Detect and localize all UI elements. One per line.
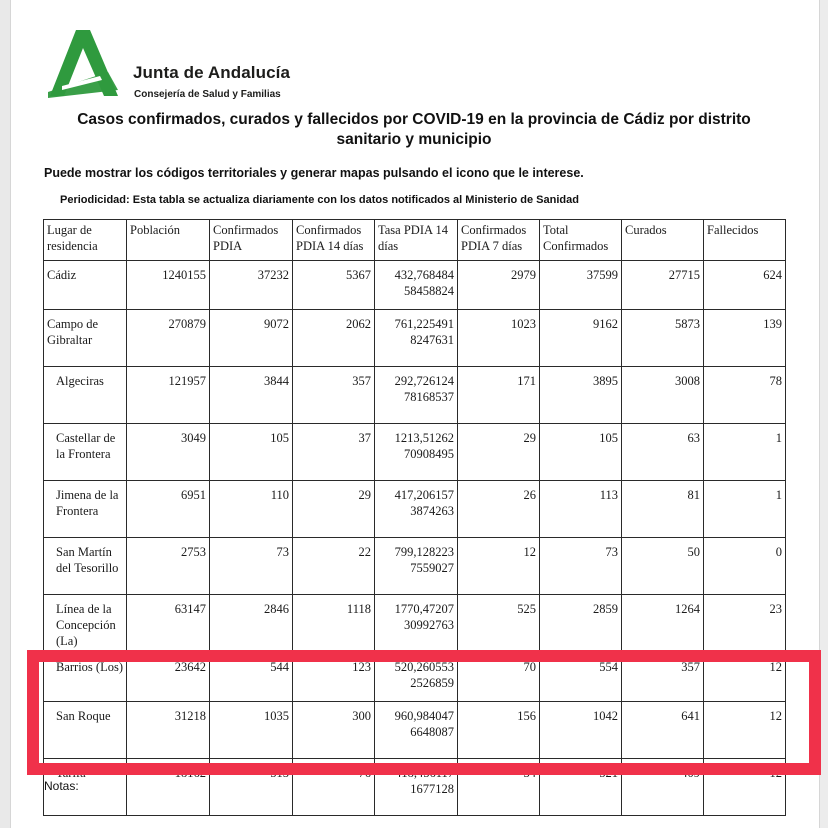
total-confirmed-cell: 113 <box>540 481 622 538</box>
page-title: Casos confirmados, curados y fallecidos por COVID-19 en la provincia de Cádiz por distrito sanitario y municipio <box>77 111 751 148</box>
confirmed-cell: 3844 <box>210 367 293 424</box>
deceased-cell: 139 <box>704 310 786 367</box>
recovered-cell: 357 <box>622 653 704 702</box>
total-confirmed-cell: 73 <box>540 538 622 595</box>
residence-cell: Campo de Gibraltar <box>44 310 127 367</box>
column-header: Fallecidos <box>704 220 786 261</box>
deceased-cell: 12 <box>704 702 786 759</box>
right-frame-edge <box>819 0 828 828</box>
residence-cell: Castellar de la Frontera <box>44 424 127 481</box>
recovered-cell: 3008 <box>622 367 704 424</box>
confirmed-cell: 2846 <box>210 595 293 653</box>
confirmed-cell: 37232 <box>210 261 293 310</box>
population-cell: 270879 <box>127 310 210 367</box>
table-row <box>44 653 786 702</box>
rate-14d-cell: 1770,47207 30992763 <box>375 595 458 653</box>
rate-14d-cell: 417,206157 3874263 <box>375 481 458 538</box>
column-header: Confirmados PDIA <box>210 220 293 261</box>
deceased-cell: 12 <box>704 653 786 702</box>
table-row <box>44 261 786 310</box>
confirmed-7d-cell: 70 <box>458 653 540 702</box>
column-header: Confirmados PDIA 14 días <box>293 220 375 261</box>
population-cell: 23642 <box>127 653 210 702</box>
confirmed-7d-cell: 12 <box>458 538 540 595</box>
recovered-cell: 27715 <box>622 261 704 310</box>
confirmed-cell: 110 <box>210 481 293 538</box>
population-cell: 121957 <box>127 367 210 424</box>
confirmed-cell: 544 <box>210 653 293 702</box>
table-row <box>44 595 786 653</box>
column-header: Lugar de residencia <box>44 220 127 261</box>
rate-14d-cell: 960,984047 6648087 <box>375 702 458 759</box>
confirmed-14d-cell: 300 <box>293 702 375 759</box>
confirmed-14d-cell: 29 <box>293 481 375 538</box>
recovered-cell: 1264 <box>622 595 704 653</box>
total-confirmed-cell: 9162 <box>540 310 622 367</box>
recovered-cell: 63 <box>622 424 704 481</box>
confirmed-7d-cell: 156 <box>458 702 540 759</box>
deceased-cell: 624 <box>704 261 786 310</box>
org-subtitle: Consejería de Salud y Familias <box>134 89 281 100</box>
rate-14d-cell: 761,225491 8247631 <box>375 310 458 367</box>
deceased-cell: 23 <box>704 595 786 653</box>
rate-14d-cell: 432,768484 58458824 <box>375 261 458 310</box>
confirmed-cell: 9072 <box>210 310 293 367</box>
junta-andalucia-logo-icon <box>44 28 124 100</box>
confirmed-cell: 515 <box>210 759 293 816</box>
table-row <box>44 481 786 538</box>
total-confirmed-cell: 1042 <box>540 702 622 759</box>
recovered-cell: 641 <box>622 702 704 759</box>
population-cell: 18162 <box>127 759 210 816</box>
column-header: Confirmados PDIA 7 días <box>458 220 540 261</box>
total-confirmed-cell: 37599 <box>540 261 622 310</box>
residence-cell: San Martín del Tesorillo <box>44 538 127 595</box>
residence-cell: Barrios (Los) <box>44 653 127 702</box>
confirmed-cell: 1035 <box>210 702 293 759</box>
rate-14d-cell: 1213,51262 70908495 <box>375 424 458 481</box>
deceased-cell: 1 <box>704 424 786 481</box>
residence-cell: Cádiz <box>44 261 127 310</box>
population-cell: 31218 <box>127 702 210 759</box>
population-cell: 1240155 <box>127 261 210 310</box>
confirmed-7d-cell: 34 <box>458 759 540 816</box>
table-row <box>44 538 786 595</box>
table-header-row <box>44 220 786 261</box>
recovered-cell: 81 <box>622 481 704 538</box>
periodicity-text: Periodicidad: Esta tabla se actualiza diariamente con los datos notificados al Ministerio de Sanidad <box>60 194 579 206</box>
rate-14d-cell: 799,128223 7559027 <box>375 538 458 595</box>
confirmed-7d-cell: 26 <box>458 481 540 538</box>
rate-14d-cell: 292,726124 78168537 <box>375 367 458 424</box>
total-confirmed-cell: 2859 <box>540 595 622 653</box>
table-row <box>44 702 786 759</box>
column-header: Total Confirmados <box>540 220 622 261</box>
confirmed-14d-cell: 37 <box>293 424 375 481</box>
recovered-cell: 50 <box>622 538 704 595</box>
cases-table <box>43 219 786 816</box>
residence-cell: San Roque <box>44 702 127 759</box>
population-cell: 2753 <box>127 538 210 595</box>
recovered-cell: 409 <box>622 759 704 816</box>
total-confirmed-cell: 554 <box>540 653 622 702</box>
recovered-cell: 5873 <box>622 310 704 367</box>
notes-label: Notas: <box>44 779 79 793</box>
rate-14d-cell: 520,260553 2526859 <box>375 653 458 702</box>
column-header: Tasa PDIA 14 días <box>375 220 458 261</box>
table-row <box>44 424 786 481</box>
residence-cell: Algeciras <box>44 367 127 424</box>
table-row <box>44 759 786 816</box>
confirmed-14d-cell: 76 <box>293 759 375 816</box>
confirmed-7d-cell: 1023 <box>458 310 540 367</box>
population-cell: 63147 <box>127 595 210 653</box>
confirmed-cell: 105 <box>210 424 293 481</box>
confirmed-7d-cell: 29 <box>458 424 540 481</box>
confirmed-14d-cell: 2062 <box>293 310 375 367</box>
column-header: Población <box>127 220 210 261</box>
confirmed-14d-cell: 123 <box>293 653 375 702</box>
residence-cell: Tarifa <box>44 759 127 816</box>
confirmed-14d-cell: 357 <box>293 367 375 424</box>
deceased-cell: 1 <box>704 481 786 538</box>
table-row <box>44 367 786 424</box>
table-row <box>44 310 786 367</box>
left-frame-edge <box>0 0 11 828</box>
confirmed-7d-cell: 2979 <box>458 261 540 310</box>
total-confirmed-cell: 3895 <box>540 367 622 424</box>
total-confirmed-cell: 105 <box>540 424 622 481</box>
deceased-cell: 78 <box>704 367 786 424</box>
confirmed-7d-cell: 525 <box>458 595 540 653</box>
residence-cell: Línea de la Concepción (La) <box>44 595 127 653</box>
info-text: Puede mostrar los códigos territoriales y generar mapas pulsando el icono que le interese. <box>44 166 584 180</box>
confirmed-14d-cell: 1118 <box>293 595 375 653</box>
population-cell: 3049 <box>127 424 210 481</box>
confirmed-14d-cell: 5367 <box>293 261 375 310</box>
population-cell: 6951 <box>127 481 210 538</box>
confirmed-cell: 73 <box>210 538 293 595</box>
confirmed-7d-cell: 171 <box>458 367 540 424</box>
confirmed-14d-cell: 22 <box>293 538 375 595</box>
rate-14d-cell: 418,456117 1677128 <box>375 759 458 816</box>
residence-cell: Jimena de la Frontera <box>44 481 127 538</box>
column-header: Curados <box>622 220 704 261</box>
org-name: Junta de Andalucía <box>133 63 291 82</box>
total-confirmed-cell: 521 <box>540 759 622 816</box>
deceased-cell: 12 <box>704 759 786 816</box>
deceased-cell: 0 <box>704 538 786 595</box>
